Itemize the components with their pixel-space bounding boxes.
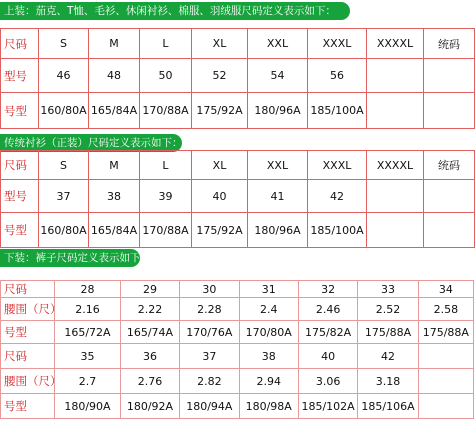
table-cell: [367, 93, 424, 129]
table-cell: 165/72A: [55, 321, 121, 344]
row-label: 号型: [1, 93, 39, 129]
table-cell: 175/92A: [192, 213, 248, 248]
table-cell: [367, 59, 424, 93]
table-cell: L: [140, 29, 192, 59]
table-row: [1, 369, 474, 394]
table-cell: 33: [358, 281, 418, 298]
table-cell: 3.06: [298, 369, 357, 394]
table-cell: 2.16: [55, 298, 121, 321]
table-row: [1, 281, 474, 298]
table-row: [1, 93, 475, 129]
table-cell: S: [39, 151, 89, 180]
table-cell: 170/88A: [140, 213, 192, 248]
table-cell: 39: [140, 180, 192, 213]
table-cell: [424, 93, 475, 129]
row-label: 尺码: [1, 281, 55, 298]
table-cell: [424, 59, 475, 93]
table-cell: XXXL: [308, 29, 367, 59]
table-cell: 2.4: [239, 298, 298, 321]
table-cell: 185/100A: [308, 93, 367, 129]
table-row: [1, 213, 475, 248]
table-cell: 180/96A: [248, 213, 308, 248]
table-cell: 175/88A: [358, 321, 418, 344]
table-cell: 29: [120, 281, 179, 298]
table-cell: 170/80A: [239, 321, 298, 344]
table-cell: 42: [358, 344, 418, 369]
table-cell: 2.52: [358, 298, 418, 321]
shirt-size-table: [0, 150, 475, 248]
table-cell: XXXL: [308, 151, 367, 180]
table-cell: 56: [308, 59, 367, 93]
table-cell: M: [89, 151, 140, 180]
table-cell: 32: [298, 281, 357, 298]
row-label: 型号: [1, 59, 39, 93]
table-cell: XXL: [248, 151, 308, 180]
table-cell: 180/94A: [180, 394, 239, 419]
table-cell: 165/84A: [89, 93, 140, 129]
table-cell: 54: [248, 59, 308, 93]
row-label: 腰围（尺）: [1, 369, 55, 394]
table-cell: 31: [239, 281, 298, 298]
table-row: [1, 394, 474, 419]
table-cell: 2.22: [120, 298, 179, 321]
table-cell: 统码: [424, 151, 475, 180]
table-cell: 165/84A: [89, 213, 140, 248]
table-cell: 180/98A: [239, 394, 298, 419]
table-cell: 35: [55, 344, 121, 369]
table-cell: 37: [180, 344, 239, 369]
table-cell: 3.18: [358, 369, 418, 394]
table-cell: 185/106A: [358, 394, 418, 419]
table-cell: 180/92A: [120, 394, 179, 419]
table-cell: 180/96A: [248, 93, 308, 129]
table-row: [1, 321, 474, 344]
table-cell: 38: [239, 344, 298, 369]
table-cell: 统码: [424, 29, 475, 59]
table-cell: 40: [192, 180, 248, 213]
row-label: 号型: [1, 213, 39, 248]
table-cell: [367, 180, 424, 213]
table-row: [1, 59, 475, 93]
table-cell: 2.76: [120, 369, 179, 394]
pants-size-table: [0, 280, 474, 419]
table-cell: 46: [39, 59, 89, 93]
table-cell: S: [39, 29, 89, 59]
table-cell: 48: [89, 59, 140, 93]
table-cell: XL: [192, 151, 248, 180]
table-cell: 42: [308, 180, 367, 213]
table-row: [1, 180, 475, 213]
row-label: 号型: [1, 321, 55, 344]
table-cell: 185/102A: [298, 394, 357, 419]
table-row: [1, 29, 475, 59]
row-label: 尺码: [1, 344, 55, 369]
table-cell: 37: [39, 180, 89, 213]
table-cell: 40: [298, 344, 357, 369]
table-cell: 185/100A: [308, 213, 367, 248]
row-label: 号型: [1, 394, 55, 419]
table-cell: L: [140, 151, 192, 180]
table-cell: 160/80A: [39, 93, 89, 129]
table-cell: XXXXL: [367, 29, 424, 59]
table-cell: 170/76A: [180, 321, 239, 344]
table-cell: 30: [180, 281, 239, 298]
table-cell: [418, 394, 473, 419]
table-cell: M: [89, 29, 140, 59]
table-cell: 2.94: [239, 369, 298, 394]
row-label: 尺码: [1, 29, 39, 59]
table-row: [1, 344, 474, 369]
section3-banner: 下装：裤子尺码定义表示如下：: [0, 249, 140, 267]
table-cell: 175/88A: [418, 321, 473, 344]
table-cell: 175/92A: [192, 93, 248, 129]
table-cell: 34: [418, 281, 473, 298]
row-label: 腰围（尺）: [1, 298, 55, 321]
table-cell: [367, 213, 424, 248]
row-label: 尺码: [1, 151, 39, 180]
table-cell: 50: [140, 59, 192, 93]
table-cell: 160/80A: [39, 213, 89, 248]
table-cell: 2.7: [55, 369, 121, 394]
table-cell: [424, 180, 475, 213]
table-cell: 165/74A: [120, 321, 179, 344]
table-cell: [424, 213, 475, 248]
table-cell: 175/82A: [298, 321, 357, 344]
table-row: [1, 298, 474, 321]
table-cell: 36: [120, 344, 179, 369]
tops-size-table: [0, 28, 475, 129]
table-cell: [418, 369, 473, 394]
row-label: 型号: [1, 180, 39, 213]
table-cell: XXL: [248, 29, 308, 59]
table-cell: 52: [192, 59, 248, 93]
section2-banner: 传统衬衫（正装）尺码定义表示如下：: [0, 134, 182, 152]
table-cell: 2.46: [298, 298, 357, 321]
table-cell: XL: [192, 29, 248, 59]
table-cell: 170/88A: [140, 93, 192, 129]
table-cell: 38: [89, 180, 140, 213]
section1-banner: 上装：茄克、T恤、毛衫、休闲衬衫、棉服、羽绒服尺码定义表示如下：: [0, 2, 350, 20]
table-cell: 2.28: [180, 298, 239, 321]
table-cell: 2.82: [180, 369, 239, 394]
table-cell: [418, 344, 473, 369]
table-cell: 2.58: [418, 298, 473, 321]
table-cell: XXXXL: [367, 151, 424, 180]
table-cell: 28: [55, 281, 121, 298]
table-cell: 41: [248, 180, 308, 213]
table-cell: 180/90A: [55, 394, 121, 419]
table-row: [1, 151, 475, 180]
